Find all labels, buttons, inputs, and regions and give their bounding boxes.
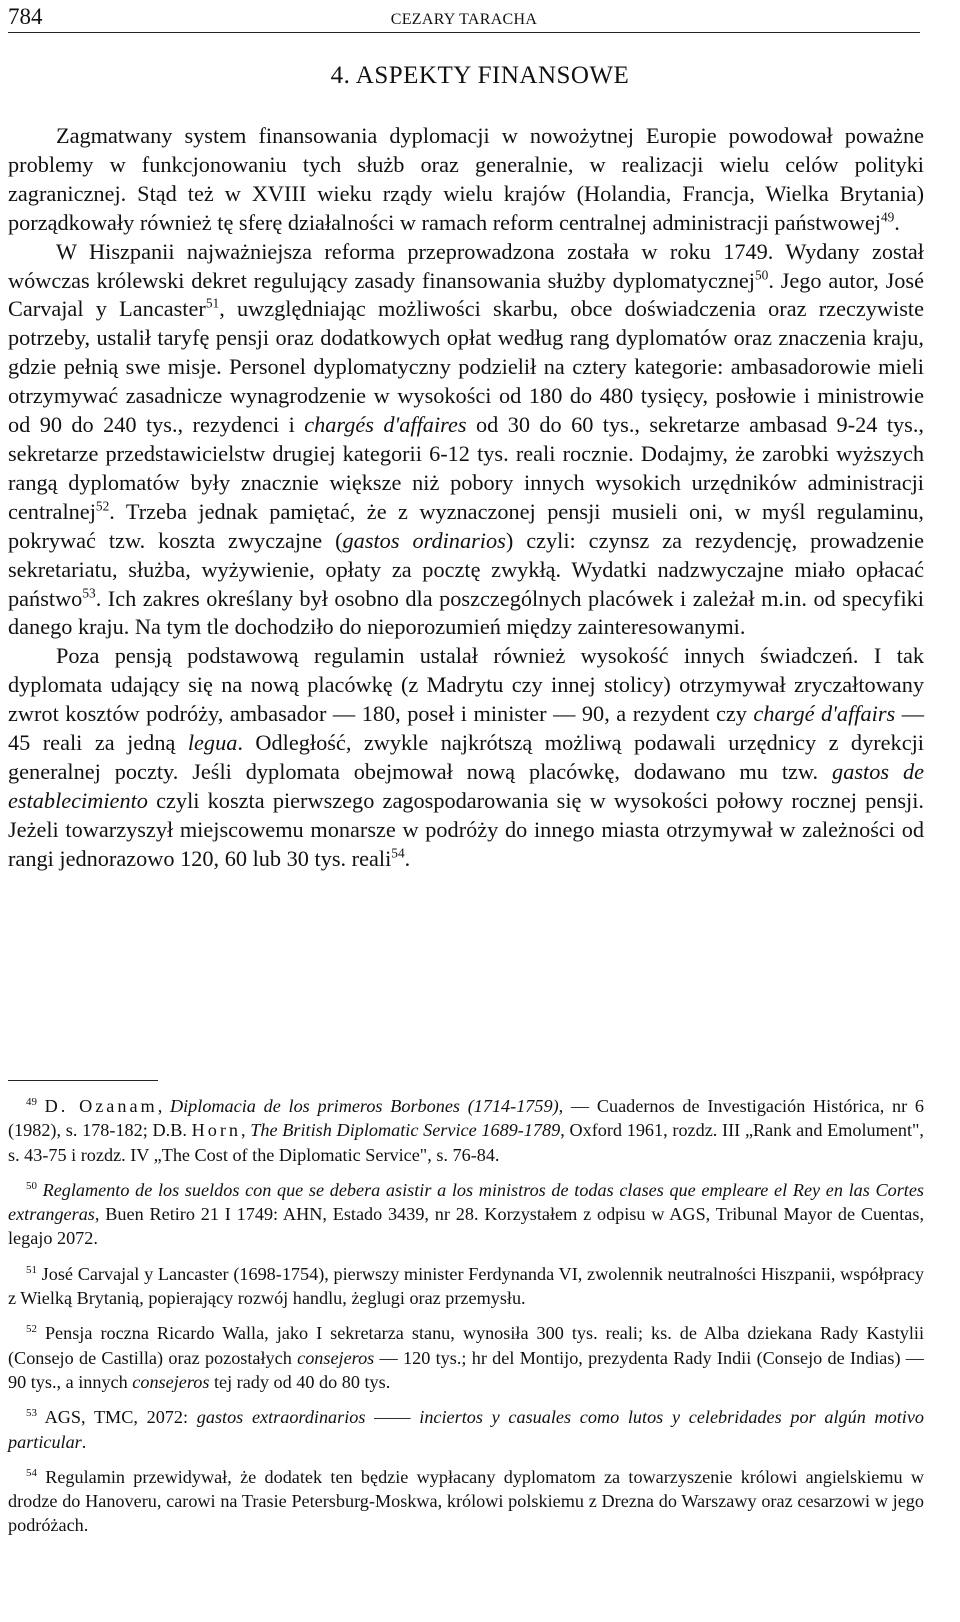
footnote-52: $^{52}$ Pensja roczna Ricardo Walla, jako I sekretarza stanu, wynosiła 300 tys. reali; ks. de Alba dziekana Rady Kastylii (Consejo de Castilla) oraz pozostałych consejeros — 120 tys.; hr del Montijo, prezydenta Rady Indii (Consejo de Indias) — 90 tys., a innych consejeros tej rady od 40 do 80 tys.	[8, 1323, 924, 1392]
section-title: 4. ASPEKTY FINANSOWE	[330, 62, 630, 89]
footnote-ref-53[interactable]: 53	[82, 585, 96, 601]
footnote-53: $^{53}$ AGS, TMC, 2072: gastos extraordinarios —— inciertos y casuales como lutos y celebridades por algún motivo particular.	[8, 1407, 925, 1452]
page-header	[8, 4, 920, 33]
footnote-ref-49[interactable]: 49	[880, 209, 895, 225]
footnote-ref-54[interactable]: 54	[391, 845, 405, 861]
footnote-ref-52[interactable]: 52	[95, 498, 110, 514]
footnote-51: $^{51}$ José Carvajal y Lancaster (1698-1754), pierwszy minister Ferdynanda VI, zwolennik neutralności Hiszpanii, współpracy z Wielką Brytanią, popierający rozwój handlu, żeglugi oraz przemysłu.	[8, 1263, 925, 1309]
footnote-50: $^{50}$ Reglamento de los sueldos con que se debera asistir a los ministros de todas clases que empleare el Rey en las Cortes extrangeras, Buen Retiro 21 I 1749: AHN, Estado 3439, nr 28. Korzystałem z odpisu w AGS, Tribunal Mayor de Cuentas, legajo 2072.	[8, 1179, 924, 1249]
footnote-54: $^{54}$ Regulamin przewidywał, że dodatek ten będzie wypłacany dyplomatom za towarzyszenie królowi angielskiemu w drodze do Hanoveru, carowi na Trasie Petersburg-Moskwa, królowi polskiemu z Drezna do Warszawy oraz cesarzowi w jego podróżach.	[8, 1466, 924, 1536]
footnote-49: $^{49}$ D. Ozanam, Diplomacia de los primeros Borbones (1714-1759), — Cuadernos de Investigación Histórica, nr 6 (1982), s. 178-182; D.B. Horn, The British Diplomatic Service 1689-1789, Oxford 1961, rozdz. III „Rank and Emolument", s. 43-75 i rozdz. IV „The Cost of the Diplomatic Service", s. 76-84.	[8, 1095, 925, 1165]
paragraph-1: Zagmatwany system finansowania dyplomacji w nowożytnej Europie powodował poważne problemy w funkcjonowaniu tych służb oraz generalnie, w realizacji wielu celów polityki zagranicznej. Stąd też w XVIII wieku rządy wielu krajów (Holandia, Francja, Wielka Brytania) porządkowały również tę sferę działalności w ramach reform centralnej administracji państwowej$^{49}$.	[8, 123, 924, 235]
running-head: CEZARY TARACHA	[390, 11, 538, 28]
main-text	[8, 122, 924, 874]
footnote-divider	[8, 1080, 158, 1081]
page-number: 784	[8, 4, 43, 29]
footnotes	[8, 1094, 924, 1549]
paragraph-2: W Hiszpanii najważniejsza reforma przeprowadzona została w roku 1749. Wydany został wówczas królewski dekret regulujący zasady finansowania służby dyplomatycznej$^{50}$. Jego autor, José Carvajal y Lancaster$^{51}$, uwzględniając możliwości skarbu, obce doświadczenia oraz rzeczywiste potrzeby, ustalił taryfę pensji oraz dodatkowych opłat według rang dyplomatów oraz znaczenia kraju, gdzie pełnią swe misje. Personel dyplomatyczny podzielił na cztery kategorie: ambasadorowie mieli otrzymywać zasadnicze wynagrodzenie w wysokości od 180 do 480 tysięcy, posłowie i ministrowie od 90 do 240 tys., rezydenci i chargés d'affaires od 30 do 60 tys., sekretarze ambasad 9-24 tys., sekretarze przedstawicielstw drugiej kategorii 6-12 tys. reali rocznie. Dodajmy, że zarobki wyższych rangą dyplomatów były znacznie większe niż pobory innych wysokich urzędników administracji centralnej$^{52}$. Trzeba jednak pamiętać, że z wyznaczonej pensji musieli oni, w myśl regulaminu, pokrywać tzw. koszta zwyczajne (gastos ordinarios) czyli: czynsz za rezydencję, prowadzenie sekretariatu, służba, wyżywienie, opłaty za pocztę zwykłą. Wydatki nadzwyczajne miało opłacać państwo$^{53}$. Ich zakres określany był osobno dla poszczególnych placówek i zależał m.in. od specyfiki danego kraju. Na tym tle dochodziło do nieporozumień między zainteresowanymi.	[8, 238, 925, 640]
footnote-ref-50[interactable]: 50	[755, 267, 769, 283]
paragraph-3: Poza pensją podstawową regulamin ustalał również wysokość innych świadczeń. I tak dyplomata udający się na nową placówkę (z Madrytu czy innej stolicy) otrzymywał zryczałtowany zwrot kosztów podróży, ambasador — 180, poseł i minister — 90, a rezydent czy chargé d'affairs — 45 reali za jedną legua. Odległość, zwykle najkrótszą możliwą podawali urzędnicy z dyrekcji generalnej poczty. Jeśli dyplomata obejmował nową placówkę, dodawano mu tzw. gastos de establecimiento czyli koszta pierwszego zagospodarowania się w wysokości połowy rocznej pensji. Jeżeli towarzyszył miejscowemu monarsze w podróży do innego miasta otrzymywał w zależności od rangi jednorazowo 120, 60 lub 30 tys. reali$^{54}$.	[8, 643, 924, 871]
footnote-ref-51[interactable]: 51	[205, 296, 220, 312]
